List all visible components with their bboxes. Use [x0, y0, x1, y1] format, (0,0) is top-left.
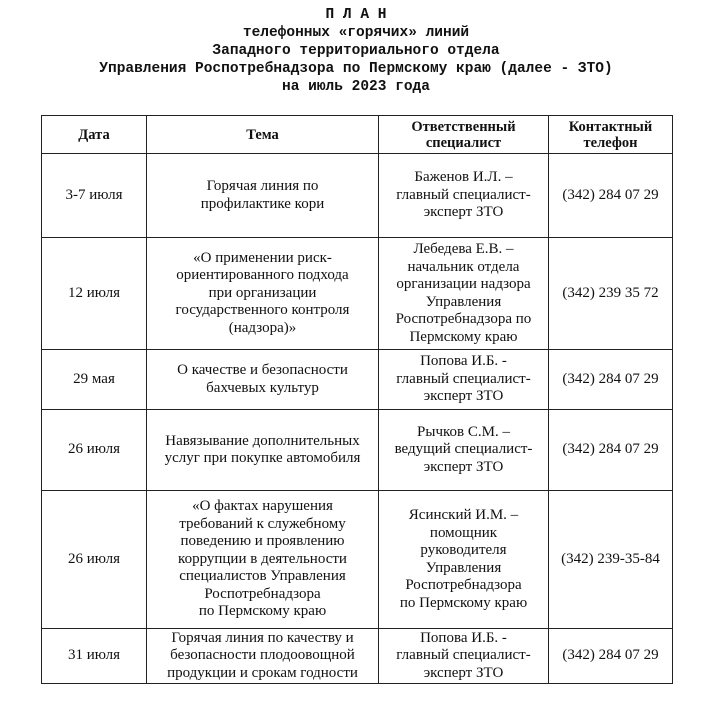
column-header-person: Ответственный специалист	[379, 116, 549, 154]
table-header-row	[42, 116, 673, 154]
title: П Л А Н	[325, 7, 387, 23]
table-row	[42, 238, 673, 350]
column-header-topic: Тема	[147, 116, 379, 154]
document-header	[0, 6, 712, 96]
cell-date: 26 июля	[42, 410, 147, 491]
cell-topic: Горячая линия по профилактике кори	[147, 154, 379, 238]
cell-phone: (342) 284 07 29	[549, 410, 673, 491]
column-header-date: Дата	[42, 116, 147, 154]
cell-date: 31 июля	[42, 629, 147, 684]
subtitle-line: Управления Роспотребнадзора по Пермскому краю (далее - ЗТО)	[99, 61, 613, 77]
cell-person: Ясинский И.М. – помощник руководителя Управления Роспотребнадзора по Пермскому краю	[379, 491, 549, 629]
subtitle-line: Западного территориального отдела	[212, 43, 500, 59]
table-row	[42, 629, 673, 684]
subtitle-line: телефонных «горячих» линий	[242, 25, 470, 41]
cell-phone: (342) 284 07 29	[549, 154, 673, 238]
cell-date: 26 июля	[42, 491, 147, 629]
cell-topic: О качестве и безопасности бахчевых культур	[147, 350, 379, 410]
cell-topic: Горячая линия по качеству и безопасности плодоовощной продукции и срокам годности	[147, 629, 379, 684]
cell-topic: «О фактах нарушения требований к служебному поведению и проявлению коррупции в деятельности специалистов Управления Роспотребнадзора по Пермскому краю	[147, 491, 379, 629]
table-row	[42, 350, 673, 410]
table-row	[42, 410, 673, 491]
cell-person: Попова И.Б. - главный специалист- эксперт ЗТО	[379, 350, 549, 410]
cell-date: 3-7 июля	[42, 154, 147, 238]
table-row	[42, 154, 673, 238]
cell-person: Попова И.Б. - главный специалист- эксперт ЗТО	[379, 629, 549, 684]
column-header-phone: Контактный телефон	[549, 116, 673, 154]
hotline-plan-table	[41, 115, 673, 684]
cell-topic: Навязывание дополнительных услуг при покупке автомобиля	[147, 410, 379, 491]
cell-phone: (342) 284 07 29	[549, 629, 673, 684]
cell-phone: (342) 239 35 72	[549, 238, 673, 350]
subtitle-line: на июль 2023 года	[282, 79, 430, 95]
cell-date: 29 мая	[42, 350, 147, 410]
cell-person: Баженов И.Л. – главный специалист- эксперт ЗТО	[379, 154, 549, 238]
cell-phone: (342) 239-35-84	[549, 491, 673, 629]
cell-topic: «О применении риск- ориентированного подхода при организации государственного контроля (надзора)»	[147, 238, 379, 350]
cell-date: 12 июля	[42, 238, 147, 350]
cell-phone: (342) 284 07 29	[549, 350, 673, 410]
cell-person: Рычков С.М. – ведущий специалист- эксперт ЗТО	[379, 410, 549, 491]
table-row	[42, 491, 673, 629]
cell-person: Лебедева Е.В. – начальник отдела организации надзора Управления Роспотребнадзора по Пермскому краю	[379, 238, 549, 350]
